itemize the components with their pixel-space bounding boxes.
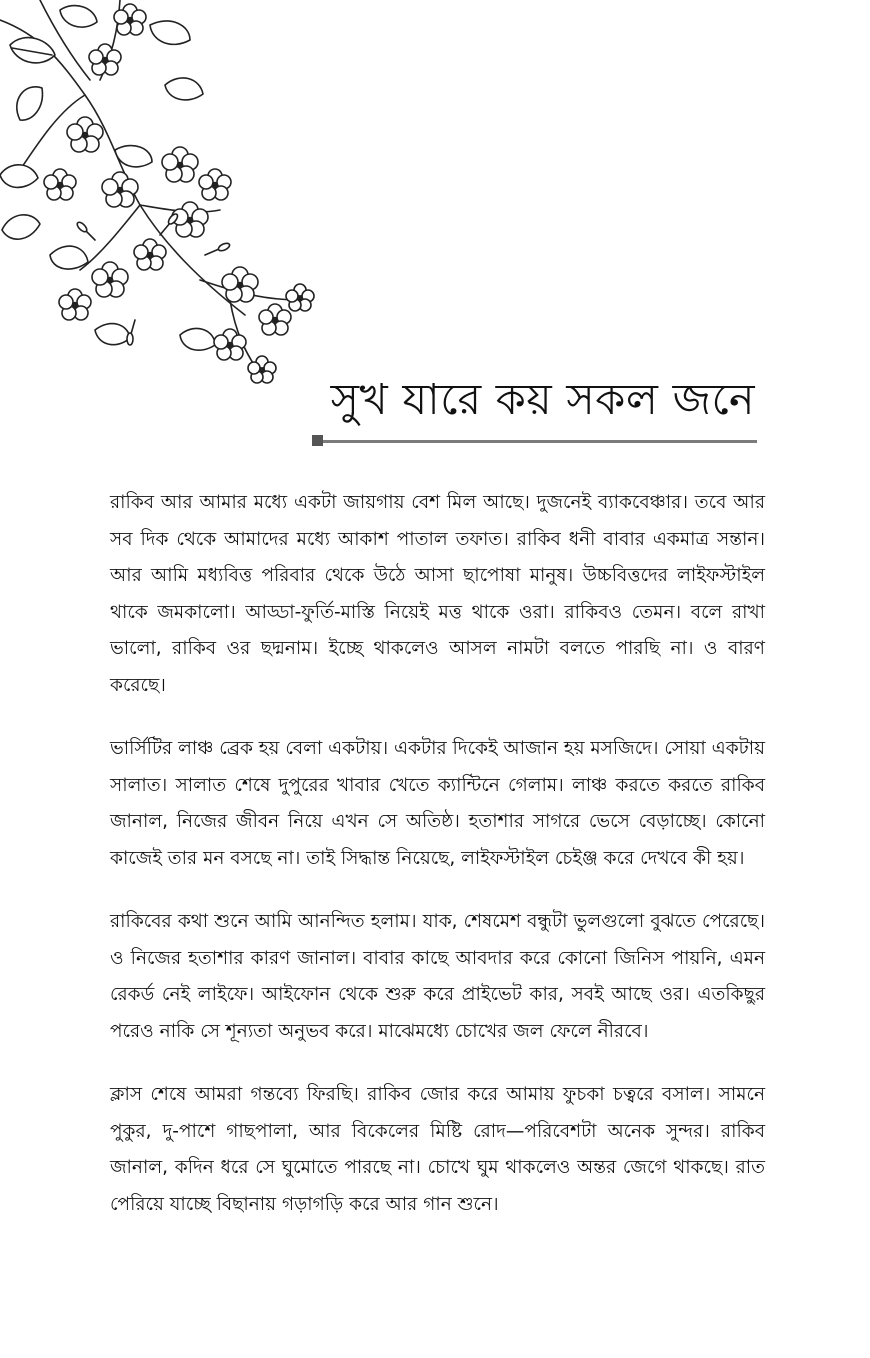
title-underline xyxy=(314,440,757,443)
paragraph-1: রাকিব আর আমার মধ্যে একটা জায়গায় বেশ মিল আছে। দুজনেই ব্যাকবেঞ্চার। তবে আর সব দিক থেকে আমাদের মধ্যে আকাশ পাতাল তফাত। রাকিব ধনী বাবার একমাত্র সন্তান। আর আমি মধ্যবিত্ত পরিবার থেকে উঠে আসা ছাপোষা মানুষ। উচ্চবিত্তদের লাইফস্টাইল থাকে জমকালো। আড্ডা-ফুর্তি-মাস্তি নিয়েই মত্ত থাকে ওরা। রাকিবও তেমন। বলে রাখা ভালো, রাকিব ওর ছদ্মনাম। ইচ্ছে থাকলেও আসল নামটা বলতে পারছি না। ও বারণ করেছে। xyxy=(110,492,765,696)
paragraph-3: রাকিবের কথা শুনে আমি আনন্দিত হলাম। যাক, শেষমেশ বন্ধুটা ভুলগুলো বুঝতে পেরেছে। ও নিজের হতাশার কারণ জানাল। বাবার কাছে আবদার করে কোনো জিনিস পায়নি, এমন রেকর্ড নেই লাইফে। আইফোন থেকে শুরু করে প্রাইভেট কার, সবই আছে ওর। এতকিছুর পরেও নাকি সে শূন্যতা অনুভব করে। মাঝেমধ্যে চোখের জল ফেলে নীরবে। xyxy=(110,911,765,1042)
floral-branch-illustration xyxy=(0,0,330,395)
chapter-title: সুখ যারে কয় সকল জনে xyxy=(330,375,755,425)
title-underline-marker xyxy=(312,435,323,446)
chapter-body xyxy=(110,485,765,1250)
chapter-heading xyxy=(300,372,765,452)
paragraph-4: ক্লাস শেষে আমরা গন্তব্যে ফিরছি। রাকিব জোর করে আমায় ফুচকা চত্বরে বসাল। সামনে পুকুর, দু-পাশে গাছপালা, আর বিকেলের মিষ্টি রোদ—পরিবেশটা অনেক সুন্দর। রাকিব জানাল, কদিন ধরে সে ঘুমোতে পারছে না। চোখে ঘুম থাকলেও অন্তর জেগে থাকছে। রাত পেরিয়ে যাচ্ছে বিছানায় গড়াগড়ি করে আর গান শুনে। xyxy=(110,1084,765,1215)
paragraph-2: ভার্সিটির লাঞ্চ ব্রেক হয় বেলা একটায়। একটার দিকেই আজান হয় মসজিদে। সোয়া একটায় সালাত। সালাত শেষে দুপুরের খাবার খেতে ক্যান্টিনে গেলাম। লাঞ্চ করতে করতে রাকিব জানাল, নিজের জীবন নিয়ে এখন সে অতিষ্ঠ। হতাশার সাগরে ভেসে বেড়াচ্ছে। কোনো কাজেই তার মন বসছে না। তাই সিদ্ধান্ত নিয়েছে, লাইফস্টাইল চেইঞ্জ করে দেখবে কী হয়। xyxy=(110,738,765,869)
